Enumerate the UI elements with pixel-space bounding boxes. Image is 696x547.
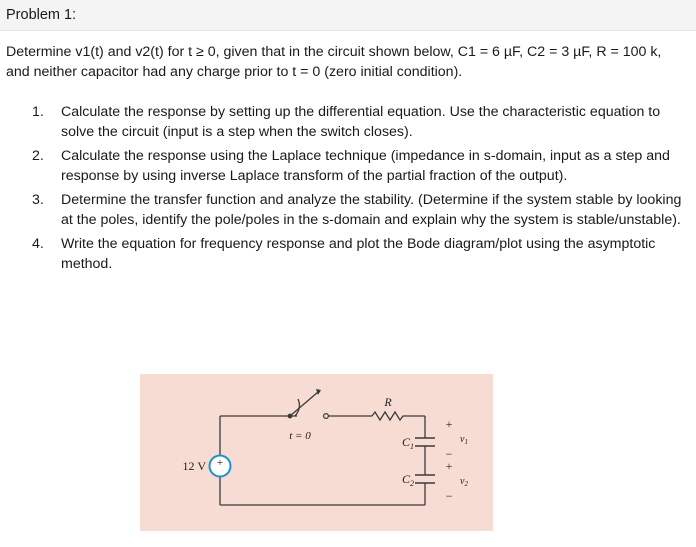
v1-subscript: 1 — [464, 438, 468, 446]
v2-subscript: 2 — [464, 480, 468, 488]
v1-plus: + — [445, 417, 453, 431]
v1-minus: − — [445, 447, 453, 461]
switch-arrow-arc — [295, 399, 299, 416]
list-item — [32, 234, 682, 274]
circuit-diagram — [140, 374, 493, 531]
problem-intro: Determine v1(t) and v2(t) for t ≥ 0, given that in the circuit shown below, C1 = 6 µF, C2 = 3 µF, R = 100 k, and neither capacitor had any charge prior to t = 0 (zero initial condition). — [6, 44, 662, 80]
header-bar — [0, 0, 696, 31]
v2-label — [460, 476, 468, 488]
problem-title: Problem 1: — [6, 7, 77, 23]
c2-label — [402, 472, 414, 488]
list-item-number: 3. — [32, 192, 44, 208]
v2-plus: + — [445, 459, 453, 473]
source-label: 12 V — [182, 459, 206, 473]
list-item-text: Write the equation for frequency response and plot the Bode diagram/plot using the asymptotic method. — [61, 236, 656, 272]
v2-minus: − — [445, 489, 453, 503]
v2-letter: v — [460, 476, 465, 487]
switch-arrow-head — [316, 389, 321, 395]
circuit-schematic — [140, 374, 493, 531]
switch-label: t = 0 — [289, 430, 311, 442]
c2-subscript: 2 — [410, 479, 415, 488]
switch-contact — [324, 414, 329, 419]
list-item-text: Calculate the response using the Laplace technique (impedance in s-domain, input as a step and response by using inverse Laplace transform of the partial fraction of the output). — [61, 148, 670, 184]
switch-blade — [290, 392, 318, 416]
source-plus: + — [216, 457, 224, 469]
list-item — [32, 102, 682, 142]
list-item-number: 1. — [32, 104, 44, 120]
c1-label — [402, 435, 414, 451]
c1-letter: C — [402, 435, 411, 449]
list-item-number: 2. — [32, 148, 44, 164]
task-list — [32, 102, 682, 278]
list-item — [32, 146, 682, 186]
list-item-text: Calculate the response by setting up the differential equation. Use the characteristic equation to solve the circuit (input is a step when the switch closes). — [61, 104, 661, 140]
switch-pivot — [288, 414, 293, 419]
v1-letter: v — [460, 434, 465, 445]
resistor-label: R — [384, 395, 392, 409]
c1-subscript: 1 — [410, 442, 415, 451]
list-item-text: Determine the transfer function and analyze the stability. (Determine if the system stable by looking at the poles, identify the pole/poles in the s-domain and explain why the system is stable/unstable). — [61, 192, 682, 228]
c2-letter: C — [402, 472, 411, 486]
v1-label — [460, 434, 468, 446]
list-item-number: 4. — [32, 236, 44, 252]
resistor-zigzag — [372, 412, 425, 420]
list-item — [32, 190, 682, 230]
